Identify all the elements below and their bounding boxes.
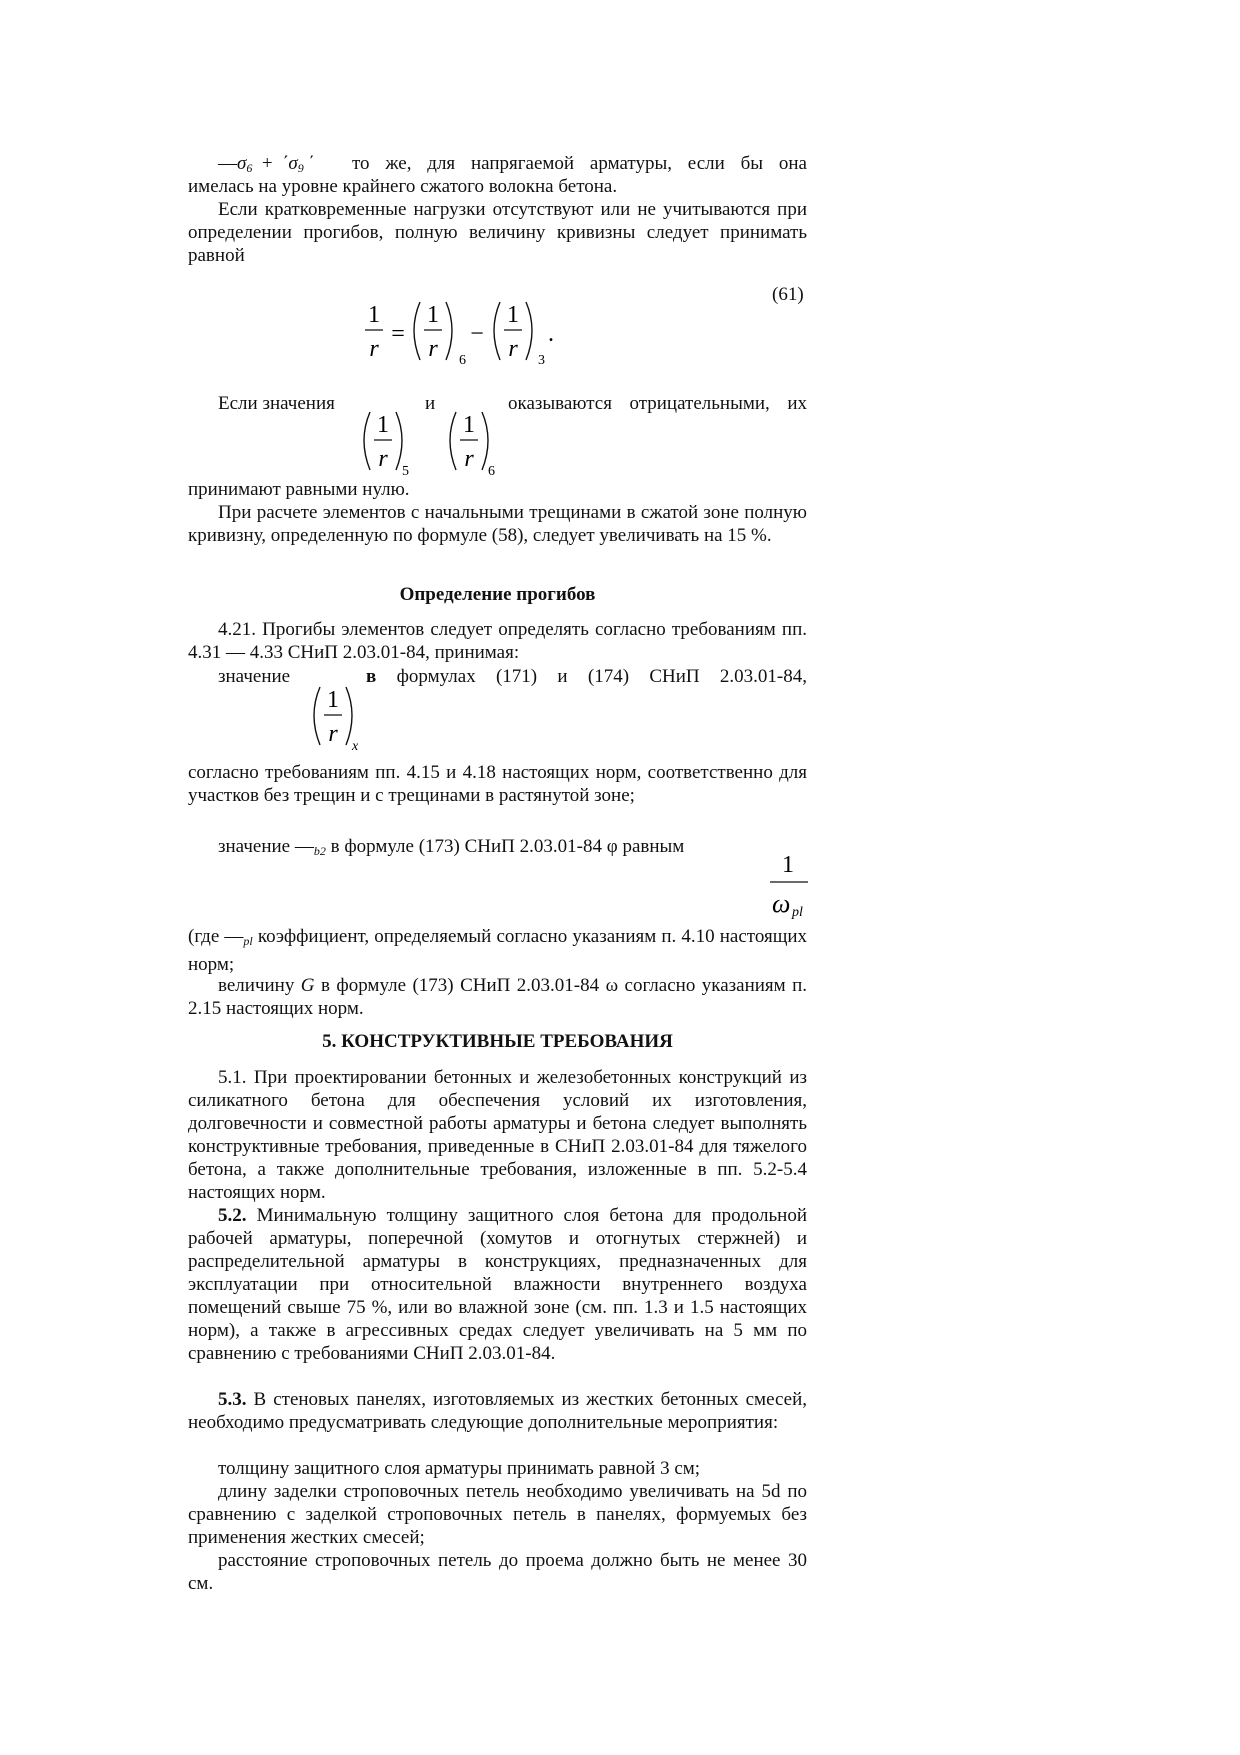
numerator-1d: 1	[377, 412, 389, 438]
equals-sign: =	[391, 321, 405, 347]
dash-symbol-3: —	[224, 926, 244, 947]
p7-rest-text: в формуле (173) СНиП 2.03.01-84	[330, 836, 602, 857]
dash-symbol-2: —	[294, 836, 314, 857]
sigma-subscript-9: 9	[297, 161, 304, 175]
paragraph-5-1: 5.1. При проектировании бетонных и железобетонных конструкций из силикатного бетона для обеспечения условий их изготовления, долговечности и совместной работы арматуры и бетона следует выполнять конструктивные требования, приведенные в СНиП 2.03.01-84 для тяжелого бетона, а также дополнительные требования, изложенные в пп. 5.2-5.4 настоящих норм.	[188, 1067, 807, 1203]
p7-value-word: значение	[218, 836, 291, 857]
numerator-1: 1	[368, 302, 380, 328]
p3-line2	[188, 478, 410, 501]
subscript-6b: 6	[488, 464, 495, 478]
plus-symbol: +	[261, 153, 273, 174]
left-paren	[414, 302, 420, 360]
p8-rest-text: коэффициент, определяемый согласно указаниям п. 4.10 настоящих норм;	[188, 926, 808, 975]
formula-1r5	[360, 408, 420, 483]
formula-1rx	[310, 683, 370, 758]
subscript-x: x	[352, 739, 359, 753]
denominator-rb: r	[428, 336, 438, 362]
paragraph-loop-distance: расстояние строповочных петель до проема должно быть не менее 30 см.	[188, 1550, 807, 1594]
numerator-1b: 1	[427, 302, 439, 328]
p6-rest	[366, 665, 807, 688]
p6-bold-v: в	[366, 666, 377, 687]
sigma-prime-symbol: ΄σ	[282, 153, 298, 174]
denominator-rd: r	[378, 446, 388, 472]
numerator-1f: 1	[327, 687, 339, 713]
prime-symbol: ΄	[308, 153, 315, 174]
sigma-symbol: σ	[237, 153, 247, 174]
p3-line1-start	[218, 392, 335, 415]
period: .	[548, 321, 554, 347]
numerator-1g: 1	[782, 852, 794, 878]
paragraph-p9	[188, 974, 807, 1020]
p8-where: (где	[188, 926, 220, 947]
p11-number: 5.2.	[218, 1205, 247, 1226]
denominator-re: r	[464, 446, 474, 472]
numerator-1c: 1	[507, 302, 519, 328]
paragraph-p6-continuation: согласно требованиям пп. 4.15 и 4.18 настоящих норм, соответственно для участков без трещин и с трещинами в растянутой зоне;	[188, 762, 807, 806]
p1-line2	[188, 175, 617, 198]
denominator-rc: r	[508, 336, 518, 362]
paragraph-p8	[188, 925, 807, 976]
p3-line2-text: принимают равными нулю.	[188, 479, 410, 500]
p9-mid: в формуле (173) СНиП 2.03.01-84	[320, 975, 600, 996]
right-paren-2	[526, 302, 532, 360]
paragraph-anchorage-length: длину заделки строповочных петель необходимо увеличивать на 5d по сравнению с заделкой строповочных петель в панелях, формуемых без применения жестких смесей;	[188, 1481, 807, 1548]
p3-and	[425, 392, 435, 415]
p1-line2-text: имелась на уровне крайнего сжатого волокна бетона.	[188, 176, 618, 197]
paragraph-5-3	[188, 1388, 807, 1434]
pl-subscript: pl	[792, 905, 803, 920]
formula-1-over-omega-pl	[758, 848, 818, 933]
p3-and-text: и	[425, 393, 436, 414]
omega-symbol-2: ω	[605, 975, 619, 996]
paragraph-protective-layer: толщину защитного слоя арматуры принимать равной 3 см;	[218, 1458, 701, 1479]
paragraph-4-21: 4.21. Прогибы элементов следует определять согласно требованиям пп. 4.31 — 4.33 СНиП 2.03.01-84, принимая:	[188, 619, 807, 663]
omega-subscript-pl: pl	[243, 934, 253, 948]
p3-rest	[508, 392, 807, 415]
denominator-rf: r	[328, 721, 338, 747]
dash-symbol: —	[218, 153, 237, 174]
p7-equal-text: равным	[622, 836, 685, 857]
formula-1r6	[446, 408, 506, 483]
p7-line	[218, 835, 684, 863]
denominator-r: r	[369, 336, 379, 362]
heading-section-5: 5. КОНСТРУКТИВНЫЕ ТРЕБОВАНИЯ	[322, 1031, 673, 1052]
subscript-5: 5	[402, 464, 409, 478]
formula-61	[360, 298, 560, 379]
right-paren	[446, 302, 452, 360]
p12-text: В стеновых панелях, изготовляемых из жестких бетонных смесей, необходимо предусматривать следующие дополнительные мероприятия:	[188, 1389, 808, 1433]
formula-61-svg	[360, 298, 560, 374]
p1-line1-text: то же, для напрягаемой арматуры, если бы она	[352, 153, 807, 174]
numerator-1e: 1	[463, 412, 475, 438]
subscript-6: 6	[459, 353, 466, 368]
p12-number: 5.3.	[218, 1389, 247, 1410]
omega-symbol: ω	[772, 889, 791, 918]
sigma-subscript: 6	[246, 161, 253, 175]
left-paren-2	[494, 302, 500, 360]
p6-start	[218, 665, 290, 688]
p3-if-values: Если значения	[218, 393, 335, 414]
heading-deflections: Определение прогибов	[399, 584, 596, 605]
paragraph-initial-cracks: При расчете элементов с начальными трещинами в сжатой зоне полную кривизну, определенную по формуле (58), следует увеличивать на 15 %.	[188, 502, 807, 546]
p9-start: величину	[218, 975, 295, 996]
p9-end: согласно указаниям п. 2.15 настоящих норм.	[188, 975, 808, 1019]
p6-value-word: значение	[218, 666, 291, 687]
p6-rest-text: формулах (171) и (174) СНиП 2.03.01-84,	[396, 666, 807, 687]
p3-rest-text: оказываются отрицательными, их	[508, 393, 807, 414]
formula-number: (61)	[772, 284, 804, 305]
phi-symbol: φ	[606, 836, 618, 857]
subscript-3: 3	[538, 353, 545, 368]
paragraph-curvature: Если кратковременные нагрузки отсутствуют или не учитываются при определении прогибов, полную величину кривизны следует принимать равной	[188, 199, 807, 266]
G-symbol: G	[300, 975, 315, 996]
p11-text: Минимальную толщину защитного слоя бетона для продольной рабочей арматуры, поперечной (хомутов и отогнутых стержней) и распределительной арматуры в конструкциях, предназначенных для эксплуатации при относительной влажности внутреннего воздуха помещений свыше 75 %, или во влажной зоне (см. пп. 1.3 и 1.5 настоящих норм), а также в агрессивных средах следует увеличивать на 5 мм по сравнению с требованиями СНиП 2.03.01-84.	[188, 1205, 807, 1364]
paragraph-5-2	[188, 1204, 807, 1365]
minus-sign: −	[470, 321, 484, 347]
nu-subscript-b2: b2	[313, 844, 326, 858]
